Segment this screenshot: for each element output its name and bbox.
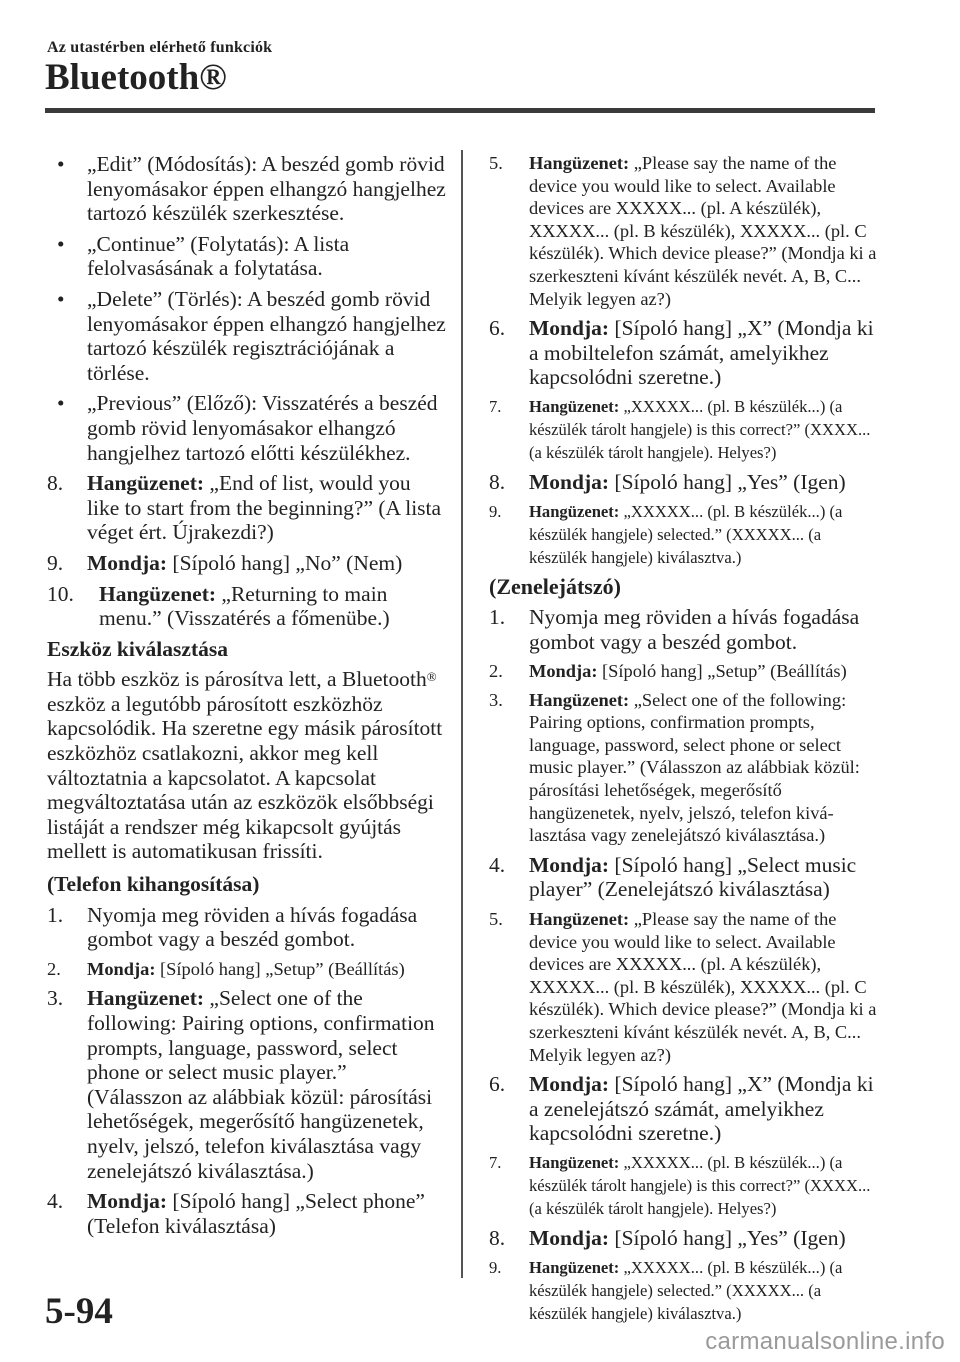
step-item: 6. Mondja: [Sípoló hang] „X” (Mondja ki a mobiltelefon számát, amelyikhez kapcsolódni szeretne.)	[489, 316, 874, 390]
page-title: Bluetooth®	[45, 57, 227, 98]
list-item: • „Continue” (Folytatás): A lista felolvasásának a folytatása.	[57, 231, 350, 281]
step-item: 9. Hangüzenet: „XXXXX... (pl. B készülék...) (a készülék hangjele) selected.” (XXXXX... (a készülék hangjele) kiválasztva.)	[489, 1257, 843, 1323]
step-item: 5. Hangüzenet: „Please say the name of the device you would like to select. Available devices are XXXXX... (pl. A készülék), XXXXX... (pl. B készülék), XXXXX... (pl. C készülék). Which device please?” (Mondja ki a szerkeszteni kívánt készülék nevét. A, B, C... Melyik legyen az?)	[489, 909, 877, 1065]
list-item: • „Edit” (Módosítás): A beszéd gomb rövid lenyomásakor éppen elhangzó hangjelhez tartozó készülék szerkesztése.	[57, 152, 446, 226]
step-item: 8. Hangüzenet: „End of list, would you like to start from the beginning?” (A lista véget ért. Újrakezdi?)	[47, 471, 442, 545]
step-item: 10. Hangüzenet: „Returning to main menu.” (Visszatérés a főmenübe.)	[47, 581, 390, 631]
step-item: 3. Hangüzenet: „Select one of the following: Pairing options, confirmation prompts, language, password, select phone or select music player.” (Válasszon az alábbiak közül: párosítási lehetőségek, megerősítő hangüzenetek, nyelv, jelszó, telefon kiválasztása vagy zenelejátszó kiválasztása.)	[47, 986, 435, 1183]
subsection-heading: (Zenelejátszó)	[489, 574, 621, 600]
step-item: 2. Mondja: [Sípoló hang] „Setup” (Beállítás)	[489, 661, 847, 682]
step-item: 7. Hangüzenet: „XXXXX... (pl. B készülék...) (a készülék tárolt hangjele) is this correct?” (XXXX... (a készülék tárolt hangjele). Helyes?)	[489, 396, 871, 462]
watermark: carmanualsonline.info	[705, 1328, 945, 1355]
column-divider	[461, 150, 463, 1278]
step-item: 7. Hangüzenet: „XXXXX... (pl. B készülék...) (a készülék tárolt hangjele) is this correct?” (XXXX...(a készülék tárolt hangjele). Helyes?)	[489, 1152, 871, 1218]
step-item: 5. Hangüzenet: „Please say the name of the device you would like to select. Available devices are XXXXX... (pl. A készülék), XXXXX... (pl. B készülék), XXXXX... (pl. C készülék). Which device please?” (Mondja ki a szerkeszteni kívánt készülék nevét. A, B, C... Melyik legyen az?)	[489, 153, 877, 309]
step-item: 3. Hangüzenet: „Select one of the following: Pairing options, confirmation prompts, language, password, select phone or select music player.” (Válasszon az alábbiak közül: párosítási lehetőségek, megerősítő hangüzenetek, nyelv, jelszó, telefon kivá-lasztása vagy zenelejátszó kiválasztása.)	[489, 689, 860, 846]
section-heading: Eszköz kiválasztása	[47, 636, 228, 661]
step-item: 4. Mondja: [Sípoló hang] „Select music player” (Zenelejátszó kiválasztása)	[489, 852, 857, 902]
page-number: 5-94	[45, 1291, 113, 1332]
step-item: 8. Mondja: [Sípoló hang] „Yes” (Igen)	[489, 470, 846, 495]
paragraph: Ha több eszköz is párosítva lett, a Bluetooth® eszköz a legutóbb párosított eszközhöz kapcsolódik. Ha szeretne egy másik párosított eszközhöz csatlakozni, akkor meg kell változtatnia a kapcsolatot. A kapcsolat megváltoztatása után az eszközök elsőbbségi listáját a rendszer még kikapcsolt gyújtás mellett is automatikusan frissíti.	[47, 667, 443, 864]
list-item: • „Delete” (Törlés): A beszéd gomb rövid lenyomásakor éppen elhangzó hangjelhez tartozó készülék regisztrációjának a törlése.	[57, 286, 446, 385]
list-item: • „Previous” (Előző): Visszatérés a beszéd gomb rövid lenyomásakor elhangzó hangjelhez tartozó előtti készülékhez.	[57, 391, 438, 465]
step-item: 4. Mondja: [Sípoló hang] „Select phone” (Telefon kiválasztása)	[47, 1189, 425, 1238]
header-divider	[45, 108, 875, 113]
left-column	[47, 152, 447, 1244]
section-label: Az utastérben elérhető funkciók	[47, 39, 273, 56]
step-item: 9. Hangüzenet: „XXXXX... (pl. B készülék...) (a készülék hangjele) selected.” (XXXXX... (a készülék hangjele) kiválasztva.)	[489, 501, 843, 567]
right-column	[489, 152, 879, 1331]
step-item: 2. Mondja: [Sípoló hang] „Setup” (Beállítás)	[47, 958, 405, 979]
step-item: 1. Nyomja meg röviden a hívás fogadása gombot vagy a beszéd gombot.	[47, 902, 418, 952]
step-item: 8. Mondja: [Sípoló hang] „Yes” (Igen)	[489, 1226, 846, 1251]
subsection-heading: (Telefon kihangosítása)	[47, 872, 260, 897]
step-item: 9. Mondja: [Sípoló hang] „No” (Nem)	[47, 550, 403, 575]
step-item: 6. Mondja: [Sípoló hang] „X” (Mondja ki a zenelejátszó számát, amelyikhez kapcsolódni szeretne.)	[489, 1072, 874, 1146]
step-item: 1. Nyomja meg röviden a hívás fogadása gombot vagy a beszéd gombot.	[489, 604, 860, 654]
